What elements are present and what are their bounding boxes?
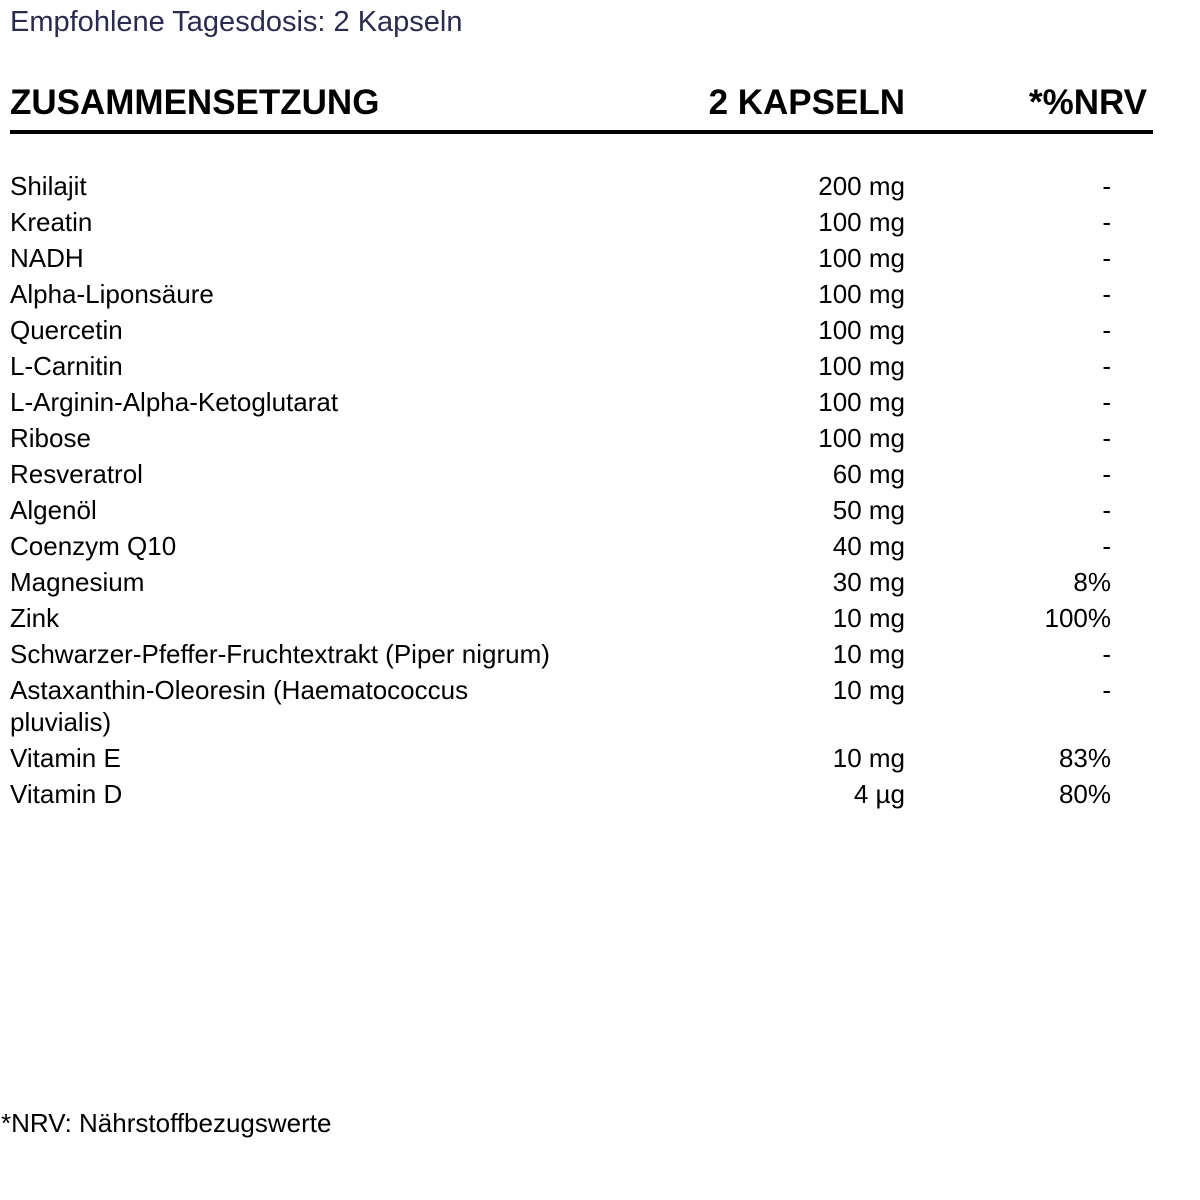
ingredient-name: L-Arginin-Alpha-Ketoglutarat bbox=[10, 387, 339, 417]
ingredient-amount: 4 µg bbox=[853, 779, 905, 809]
table-row bbox=[10, 278, 1153, 310]
ingredient-table bbox=[10, 170, 1153, 814]
table-row bbox=[10, 386, 1153, 418]
ingredient-nrv: 83% bbox=[1058, 743, 1111, 773]
ingredient-name: NADH bbox=[10, 243, 84, 273]
ingredient-nrv: 100% bbox=[1044, 603, 1111, 633]
ingredient-name: Quercetin bbox=[10, 315, 123, 345]
table-row bbox=[10, 422, 1153, 454]
table-row bbox=[10, 206, 1153, 238]
ingredient-nrv: - bbox=[1102, 459, 1111, 489]
ingredient-amount: 100 mg bbox=[818, 351, 905, 381]
ingredient-name: Zink bbox=[10, 603, 60, 633]
ingredient-amount: 100 mg bbox=[818, 315, 905, 345]
ingredient-nrv: - bbox=[1102, 279, 1111, 309]
ingredient-amount: 10 mg bbox=[832, 639, 905, 669]
ingredient-nrv: - bbox=[1102, 171, 1111, 201]
table-row bbox=[10, 314, 1153, 346]
ingredient-amount: 10 mg bbox=[832, 743, 905, 773]
ingredient-name: Coenzym Q10 bbox=[10, 531, 177, 561]
ingredient-amount: 60 mg bbox=[832, 459, 905, 489]
table-header bbox=[10, 78, 1153, 134]
table-row bbox=[10, 638, 1153, 670]
ingredient-name: Kreatin bbox=[10, 207, 93, 237]
table-row bbox=[10, 350, 1153, 382]
ingredient-name: Vitamin E bbox=[10, 743, 121, 773]
ingredient-name: Magnesium bbox=[10, 567, 145, 597]
ingredient-nrv: - bbox=[1102, 495, 1111, 525]
table-row bbox=[10, 530, 1153, 562]
recommended-dosage: Empfohlene Tagesdosis: 2 Kapseln bbox=[10, 6, 463, 38]
header-amount: 2 KAPSELN bbox=[708, 83, 905, 122]
ingredient-amount: 10 mg bbox=[832, 675, 905, 705]
table-row bbox=[10, 566, 1153, 598]
table-row bbox=[10, 742, 1153, 774]
ingredient-name: Schwarzer-Pfeffer-Fruchtextrakt (Piper nigrum) bbox=[10, 639, 550, 669]
table-row bbox=[10, 674, 1153, 738]
ingredient-amount: 200 mg bbox=[818, 171, 905, 201]
table-row bbox=[10, 170, 1153, 202]
table-row bbox=[10, 778, 1153, 810]
table-row bbox=[10, 494, 1153, 526]
ingredient-name: Shilajit bbox=[10, 171, 87, 201]
nrv-footnote: *NRV: Nährstoffbezugswerte bbox=[1, 1108, 332, 1138]
ingredient-nrv: - bbox=[1102, 387, 1111, 417]
table-row bbox=[10, 242, 1153, 274]
ingredient-amount: 100 mg bbox=[818, 423, 905, 453]
ingredient-nrv: - bbox=[1102, 243, 1111, 273]
ingredient-nrv: - bbox=[1102, 315, 1111, 345]
ingredient-nrv: 80% bbox=[1058, 779, 1111, 809]
ingredient-nrv: - bbox=[1102, 207, 1111, 237]
ingredient-amount: 100 mg bbox=[818, 387, 905, 417]
ingredient-name: Resveratrol bbox=[10, 459, 143, 489]
ingredient-nrv: - bbox=[1102, 423, 1111, 453]
ingredient-name: Alpha-Liponsäure bbox=[10, 279, 214, 309]
header-composition: ZUSAMMENSETZUNG bbox=[10, 83, 380, 122]
ingredient-name: Vitamin D bbox=[10, 779, 123, 809]
table-row bbox=[10, 602, 1153, 634]
ingredient-amount: 100 mg bbox=[818, 243, 905, 273]
ingredient-name: L-Carnitin bbox=[10, 351, 123, 381]
ingredient-amount: 50 mg bbox=[832, 495, 905, 525]
ingredient-amount: 100 mg bbox=[818, 279, 905, 309]
table-row bbox=[10, 458, 1153, 490]
ingredient-nrv: - bbox=[1102, 531, 1111, 561]
ingredient-nrv: 8% bbox=[1073, 567, 1111, 597]
ingredient-name: Ribose bbox=[10, 423, 91, 453]
ingredient-amount: 10 mg bbox=[832, 603, 905, 633]
ingredient-name: Algenöl bbox=[10, 495, 97, 525]
header-nrv: *%NRV bbox=[1028, 83, 1147, 122]
ingredient-amount: 30 mg bbox=[832, 567, 905, 597]
ingredient-nrv: - bbox=[1102, 675, 1111, 705]
ingredient-amount: 100 mg bbox=[818, 207, 905, 237]
ingredient-name: Astaxanthin-Oleoresin (Haematococcus pluvialis) bbox=[10, 675, 469, 737]
ingredient-amount: 40 mg bbox=[832, 531, 905, 561]
ingredient-nrv: - bbox=[1102, 351, 1111, 381]
ingredient-nrv: - bbox=[1102, 639, 1111, 669]
